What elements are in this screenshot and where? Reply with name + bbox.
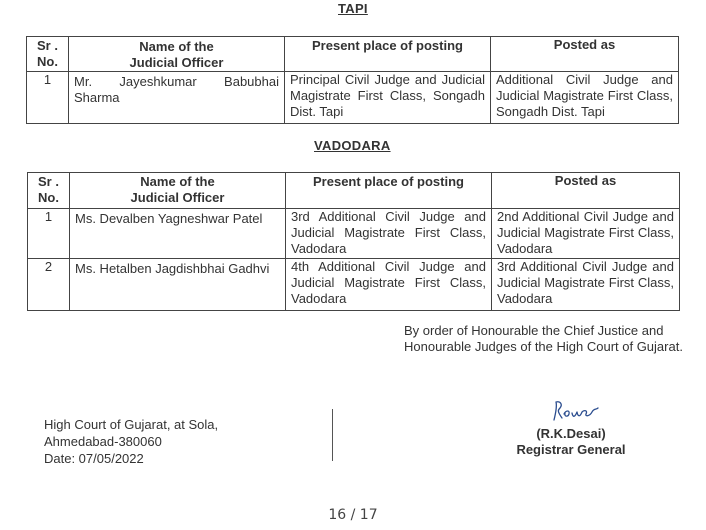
table-header-row [28, 173, 680, 209]
header-officer-name: Name of the Judicial Officer [69, 37, 285, 72]
signatory-title: Registrar General [516, 442, 626, 457]
header-officer-name: Name of the Judicial Officer [70, 173, 286, 209]
header-present-posting: Present place of posting [286, 173, 492, 209]
table-row [28, 259, 680, 311]
posting-table-tapi [26, 36, 679, 124]
row-present-posting: Principal Civil Judge and Judicial Magistrate First Class, Songadh Dist. Tapi [285, 72, 491, 124]
row-sr: 1 [27, 72, 69, 124]
row-officer-name: Ms. Hetalben Jagdishbhai Gadhvi [70, 259, 286, 311]
order-statement: By order of Honourable the Chief Justice and Honourable Judges of the High Court of Gujarat. [404, 323, 683, 354]
row-posted-as: 2nd Additional Civil Judge and Judicial Magistrate First Class, Vadodara [492, 209, 680, 259]
signatory-block [476, 426, 666, 458]
header-present-posting: Present place of posting [285, 37, 491, 72]
section-title-tapi: TAPI [338, 1, 368, 16]
header-sr-no: Sr . No. [27, 37, 69, 72]
divider-line [332, 409, 333, 461]
signatory-name: (R.K.Desai) [536, 426, 606, 441]
table-header-row [27, 37, 679, 72]
address-line-2: Ahmedabad-380060 [44, 434, 162, 449]
row-sr: 1 [28, 209, 70, 259]
row-present-posting: 3rd Additional Civil Judge and Judicial Magistrate First Class, Vadodara [286, 209, 492, 259]
row-officer-name: Ms. Devalben Yagneshwar Patel [70, 209, 286, 259]
row-sr: 2 [28, 259, 70, 311]
page-number: 16 / 17 [328, 507, 378, 523]
row-present-posting: 4th Additional Civil Judge and Judicial Magistrate First Class, Vadodara [286, 259, 492, 311]
row-posted-as: 3rd Additional Civil Judge and Judicial Magistrate First Class, Vadodara [492, 259, 680, 311]
section-title-vadodara: VADODARA [314, 138, 391, 153]
header-posted-as: Posted as [492, 173, 680, 209]
posting-table-vadodara [27, 172, 680, 311]
address-line-1: High Court of Gujarat, at Sola, [44, 417, 219, 432]
header-posted-as: Posted as [491, 37, 679, 72]
issue-date: Date: 07/05/2022 [44, 451, 144, 466]
table-row [28, 209, 680, 259]
issuer-address [44, 416, 218, 467]
row-officer-name: Mr. Jayeshkumar Babubhai Sharma [69, 72, 285, 124]
table-row [27, 72, 679, 124]
handwritten-signature [548, 398, 604, 426]
row-posted-as: Additional Civil Judge and Judicial Magistrate First Class, Songadh Dist. Tapi [491, 72, 679, 124]
header-sr-no: Sr . No. [28, 173, 70, 209]
